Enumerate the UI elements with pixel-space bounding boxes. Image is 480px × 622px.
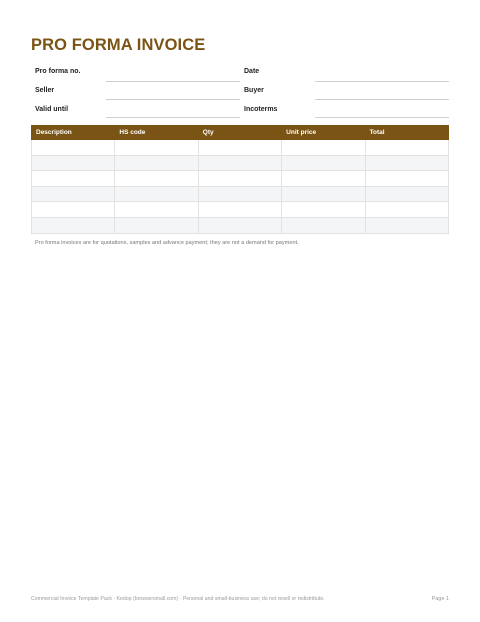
table-row: [32, 140, 449, 156]
column-header-unit-price: Unit price: [282, 126, 365, 140]
table-cell[interactable]: [282, 155, 365, 171]
table-cell[interactable]: [32, 140, 115, 156]
proforma-no-field[interactable]: [106, 81, 240, 82]
proforma-no-label: Pro forma no.: [35, 68, 81, 75]
table-row: [32, 202, 449, 218]
proforma-note: Pro forma invoices are for quotations, samples and advance payment; they are not a demand for payment.: [35, 240, 299, 246]
table-cell[interactable]: [115, 202, 198, 218]
date-label: Date: [244, 68, 260, 75]
table-cell[interactable]: [198, 217, 281, 233]
table-cell[interactable]: [365, 186, 448, 202]
table-row: [32, 186, 449, 202]
seller-field[interactable]: [106, 99, 240, 100]
table-cell[interactable]: [198, 155, 281, 171]
footer-text: Commercial Invoice Template Pack · Kedop (browsersmall.com) · Personal and small-business use; do not resell or redistribute.: [31, 596, 325, 602]
table-cell[interactable]: [365, 217, 448, 233]
date-field[interactable]: [315, 81, 449, 82]
table-cell[interactable]: [115, 140, 198, 156]
table-cell[interactable]: [115, 155, 198, 171]
column-header-description: Description: [32, 126, 115, 140]
buyer-label: Buyer: [244, 87, 264, 94]
table-cell[interactable]: [365, 140, 448, 156]
table-cell[interactable]: [365, 155, 448, 171]
page-number: Page 1: [431, 596, 449, 602]
table-header-row: [32, 126, 449, 140]
incoterms-label: Incoterms: [244, 106, 278, 113]
table-cell[interactable]: [32, 202, 115, 218]
buyer-field[interactable]: [315, 99, 449, 100]
table-cell[interactable]: [198, 171, 281, 187]
page-title: PRO FORMA INVOICE: [31, 36, 206, 54]
seller-label: Seller: [35, 87, 55, 94]
table-row: [32, 171, 449, 187]
column-header-qty: Qty: [198, 126, 281, 140]
valid-until-label: Valid until: [35, 106, 69, 113]
table-row: [32, 217, 449, 233]
table-cell[interactable]: [365, 202, 448, 218]
table-cell[interactable]: [198, 202, 281, 218]
table-cell[interactable]: [32, 171, 115, 187]
table-cell[interactable]: [365, 171, 448, 187]
column-header-total: Total: [365, 126, 448, 140]
table-cell[interactable]: [115, 217, 198, 233]
table-cell[interactable]: [32, 155, 115, 171]
incoterms-field[interactable]: [315, 117, 449, 118]
line-items-table: [31, 125, 449, 234]
table-cell[interactable]: [32, 186, 115, 202]
table-cell[interactable]: [198, 140, 281, 156]
table-cell[interactable]: [282, 186, 365, 202]
column-header-hs-code: HS code: [115, 126, 198, 140]
table-cell[interactable]: [198, 186, 281, 202]
table-cell[interactable]: [282, 217, 365, 233]
table-cell[interactable]: [115, 186, 198, 202]
table-cell[interactable]: [282, 171, 365, 187]
valid-until-field[interactable]: [106, 117, 240, 118]
table-row: [32, 155, 449, 171]
table-cell[interactable]: [282, 202, 365, 218]
table-cell[interactable]: [115, 171, 198, 187]
table-cell[interactable]: [282, 140, 365, 156]
table-cell[interactable]: [32, 217, 115, 233]
